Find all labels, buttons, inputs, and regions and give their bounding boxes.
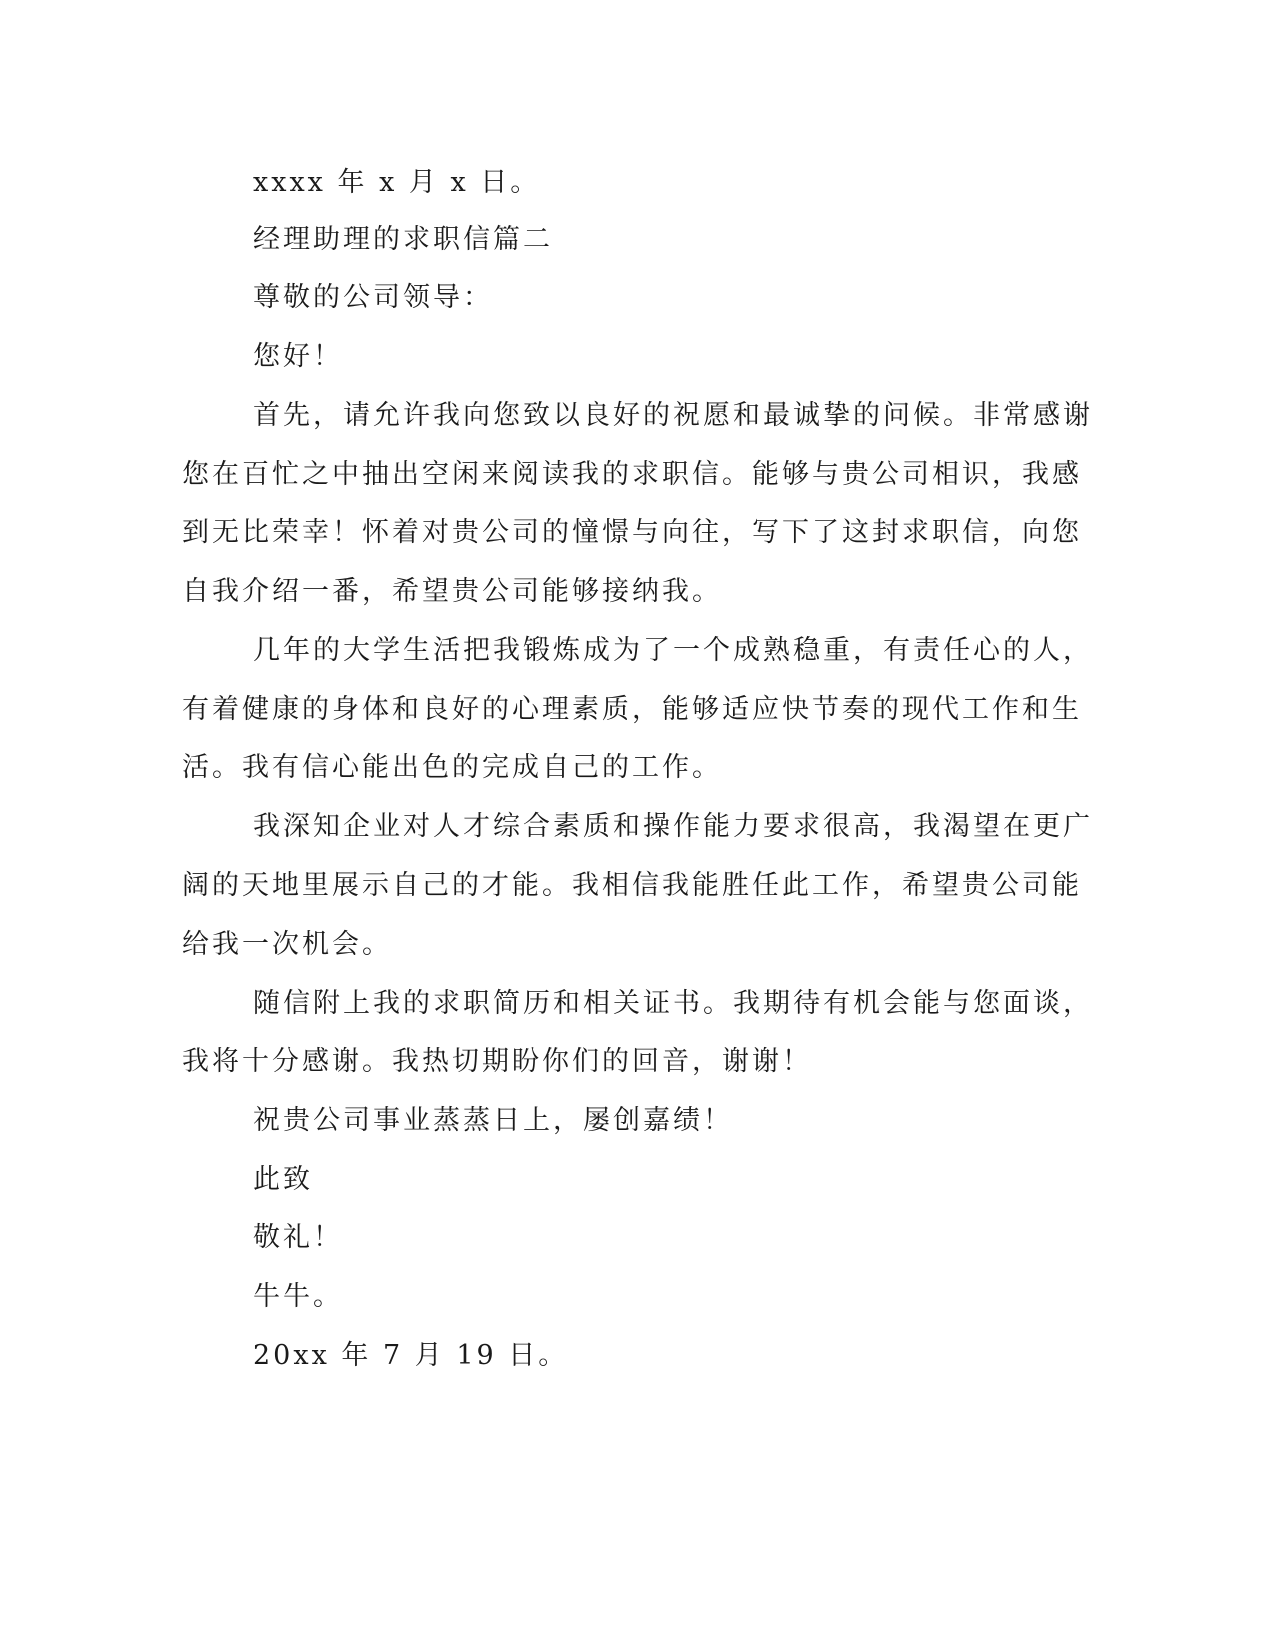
section-title: 经理助理的求职信篇二 xyxy=(253,224,553,255)
salutation: 尊敬的公司领导： xyxy=(253,282,493,313)
body-paragraph-1-line-2: 您在百忙之中抽出空闲来阅读我的求职信。能够与贵公司相识，我感 xyxy=(182,459,1082,490)
body-paragraph-3-line-2: 阔的天地里展示自己的才能。我相信我能胜任此工作，希望贵公司能 xyxy=(182,870,1082,901)
body-paragraph-1-line-4: 自我介绍一番，希望贵公司能够接纳我。 xyxy=(182,576,722,607)
greeting: 您好！ xyxy=(253,341,343,372)
body-paragraph-1-line-1: 首先，请允许我向您致以良好的祝愿和最诚挚的问候。非常感谢 xyxy=(253,400,1093,431)
signature-name: 牛牛。 xyxy=(253,1281,343,1312)
body-paragraph-4-line-1: 随信附上我的求职简历和相关证书。我期待有机会能与您面谈， xyxy=(253,988,1093,1019)
closing-jingli: 敬礼！ xyxy=(253,1222,343,1253)
body-paragraph-2-line-1: 几年的大学生活把我锻炼成为了一个成熟稳重，有责任心的人， xyxy=(253,635,1093,666)
date-line: xxxx 年 x 月 x 日。 xyxy=(253,167,541,198)
body-paragraph-2-line-2: 有着健康的身体和良好的心理素质，能够适应快节奏的现代工作和生 xyxy=(182,694,1082,725)
closing-wish: 祝贵公司事业蒸蒸日上，屡创嘉绩！ xyxy=(253,1105,733,1136)
closing-cizhi: 此致 xyxy=(253,1164,313,1195)
body-paragraph-4-line-2: 我将十分感谢。我热切期盼你们的回音，谢谢！ xyxy=(182,1046,812,1077)
body-paragraph-3-line-3: 给我一次机会。 xyxy=(182,929,392,960)
body-paragraph-3-line-1: 我深知企业对人才综合素质和操作能力要求很高，我渴望在更广 xyxy=(253,811,1093,842)
signature-date: 20xx 年 7 月 19 日。 xyxy=(253,1340,569,1371)
body-paragraph-2-line-3: 活。我有信心能出色的完成自己的工作。 xyxy=(182,752,722,783)
body-paragraph-1-line-3: 到无比荣幸！怀着对贵公司的憧憬与向往，写下了这封求职信，向您 xyxy=(182,517,1082,548)
